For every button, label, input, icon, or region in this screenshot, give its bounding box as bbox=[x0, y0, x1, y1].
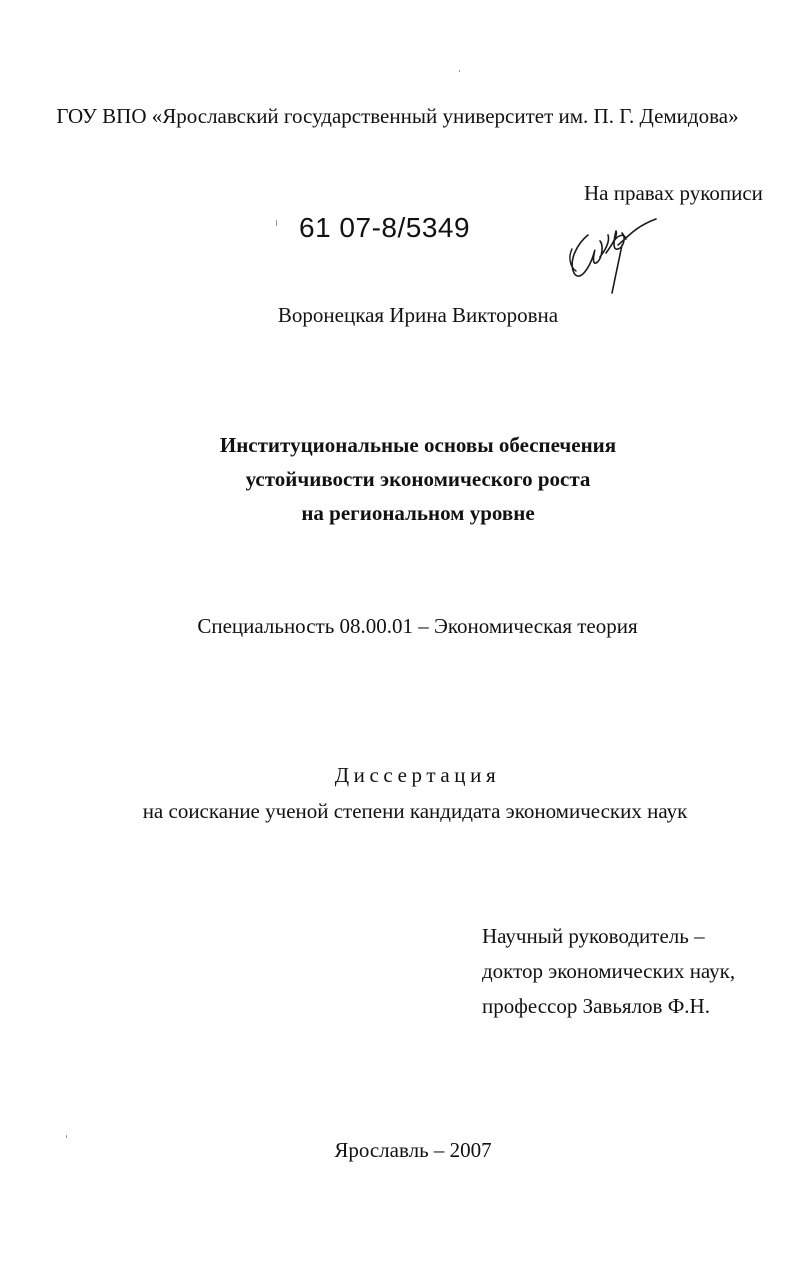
city-year: Ярославль – 2007 bbox=[334, 1138, 492, 1162]
specialty: Специальность 08.00.01 – Экономическая теория bbox=[197, 614, 638, 638]
supervisor-line: профессор Завьялов Ф.Н. bbox=[482, 994, 710, 1018]
scan-speck bbox=[66, 1135, 67, 1138]
signature-icon bbox=[560, 205, 670, 300]
title-line: на региональном уровне bbox=[301, 501, 535, 525]
document-type: Диссертация bbox=[334, 763, 501, 787]
scan-speck bbox=[276, 220, 277, 226]
degree-line: на соискание ученой степени кандидата экономических наук bbox=[142, 799, 688, 823]
manuscript-note: На правах рукописи bbox=[584, 181, 763, 205]
dissertation-title bbox=[0, 428, 795, 530]
supervisor-line: Научный руководитель – bbox=[482, 924, 705, 948]
author-name: Воронецкая Ирина Викторовна bbox=[277, 303, 559, 327]
scan-speck bbox=[459, 70, 460, 72]
title-line: устойчивости экономического роста bbox=[245, 467, 591, 491]
supervisor-line: доктор экономических наук, bbox=[482, 959, 736, 983]
institution-name: ГОУ ВПО «Ярославский государственный университет им. П. Г. Демидова» bbox=[56, 104, 739, 128]
title-line: Институциональные основы обеспечения bbox=[219, 433, 617, 457]
supervisor-block bbox=[482, 919, 735, 1024]
archive-number: 61 07-8/5349 bbox=[299, 212, 471, 243]
